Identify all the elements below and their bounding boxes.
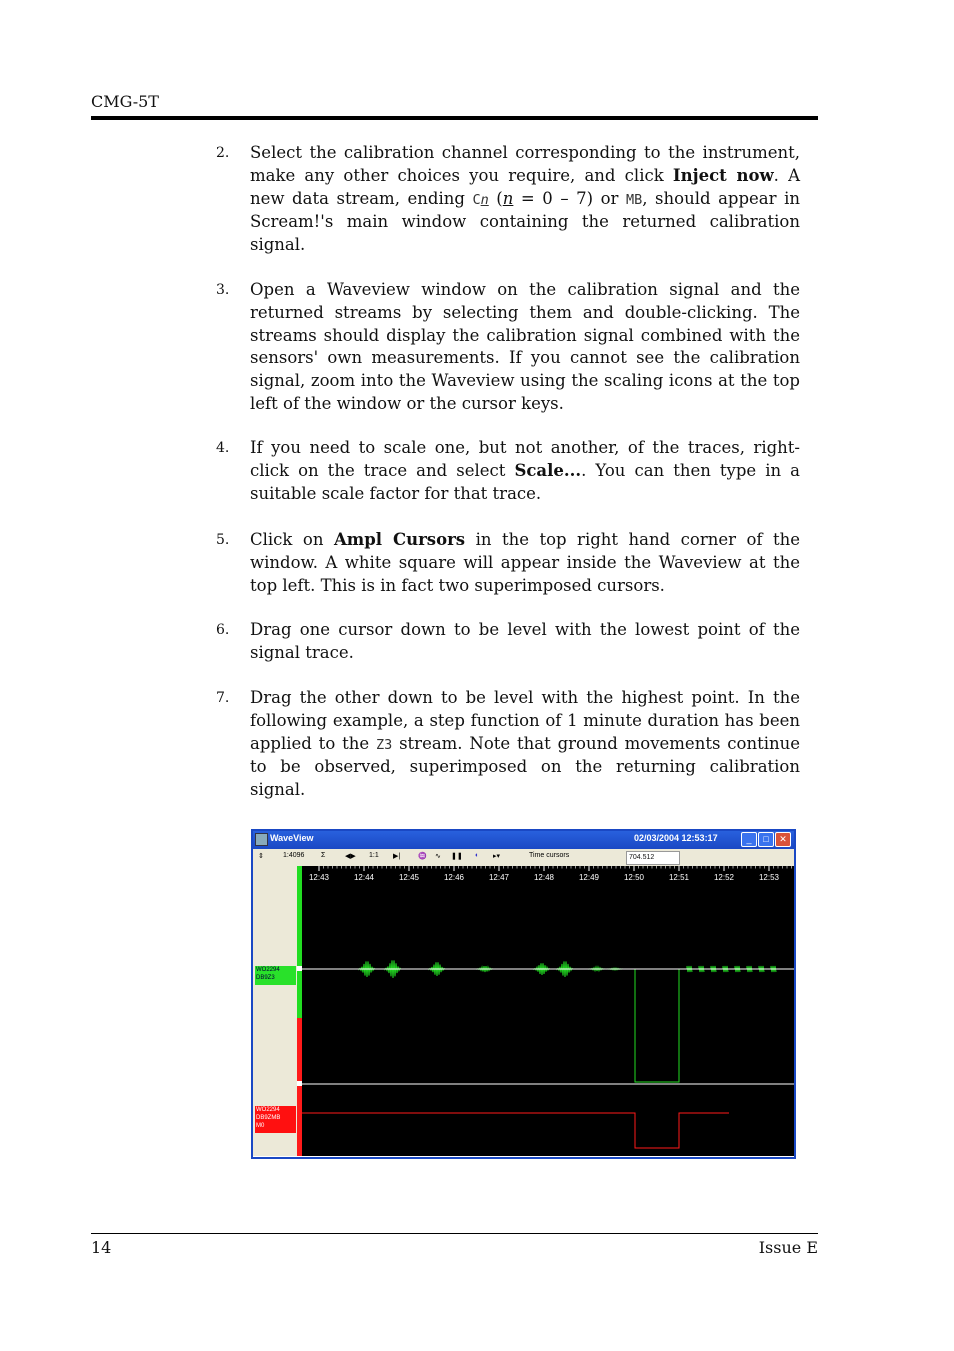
waveform-svg — [297, 866, 794, 1156]
header-rule — [91, 116, 818, 120]
wave-icon[interactable]: ∿ — [435, 853, 441, 860]
time-tick-label: 12:46 — [443, 873, 465, 882]
zoom-icon[interactable]: Σ — [321, 852, 326, 859]
channel-label-mb[interactable]: WO2294 DB9ZMB M0 — [255, 1106, 296, 1133]
maximize-button[interactable]: □ — [758, 832, 774, 847]
item-text: Click on Ampl Cursors in the top right hand corner of the window. A white square will appear inside the Waveview at the top left. This is in fact two superimposed cursors. — [250, 530, 800, 595]
calibration-step — [615, 969, 794, 1082]
minimize-button[interactable]: _ — [741, 832, 757, 847]
waveform-plot[interactable] — [297, 866, 794, 1156]
item-number: 3. — [216, 282, 230, 298]
back-forward-icon[interactable]: ◀▶ — [345, 853, 356, 860]
traces — [297, 866, 794, 1156]
calibration-trace — [302, 1113, 729, 1148]
list-item-6 — [216, 619, 800, 665]
document-header: CMG-5T — [91, 92, 159, 111]
item-number: 5. — [216, 532, 230, 548]
time-tick-label: 12:51 — [668, 873, 690, 882]
tools-icon[interactable]: ▸▾ — [493, 853, 501, 860]
item-text: Open a Waveview window on the calibration signal and the returned streams by selecting them and double-clicking. The streams should display the calibration signal combined with the sensors' own measurements. If you cannot see the calibration signal, zoom into the Waveview using the scaling icons at the top left of the window or the cursor keys. — [250, 280, 800, 413]
item-text: Select the calibration channel corresponding to the instrument, make any other choices you require, and click Inject now. A new data stream, ending Cn (n = 0 – 7) or MB, should appear in Scream!'s main window containing the returned calibration signal. — [250, 143, 801, 255]
item-number: 6. — [216, 622, 230, 638]
zoom-readout: 1:1 — [369, 852, 379, 859]
trace2-bar — [297, 1018, 302, 1156]
time-tick-label: 12:52 — [713, 873, 735, 882]
item-text: Drag one cursor down to be level with the lowest point of the signal trace. — [250, 620, 800, 662]
list-item-3 — [216, 279, 800, 416]
time-tick-label: 12:50 — [623, 873, 645, 882]
time-tick-label: 12:47 — [488, 873, 510, 882]
upper-cursor-handle — [297, 966, 302, 971]
item-number: 2. — [216, 145, 230, 161]
inject-now-label: Inject now — [672, 165, 774, 185]
waveview-toolbar — [251, 849, 796, 866]
list-item-5 — [216, 529, 800, 597]
channel-label-z3[interactable]: WO2294 DB9Z3 — [255, 966, 296, 985]
pause-icon[interactable]: ❚❚ — [451, 853, 463, 860]
list-item-4 — [216, 437, 800, 505]
time-tick-label: 12:45 — [398, 873, 420, 882]
item-number: 4. — [216, 440, 230, 456]
cursor-mode[interactable]: Time cursors — [529, 852, 570, 859]
time-tick-label: 12:44 — [353, 873, 375, 882]
time-tick-label: 12:48 — [533, 873, 555, 882]
time-axis — [297, 866, 794, 884]
app-icon — [255, 833, 268, 846]
ampl-icon[interactable]: ◐ — [475, 852, 480, 859]
item-number: 7. — [216, 690, 230, 706]
cursor-value-field[interactable]: 704.512 — [626, 851, 680, 865]
time-tick-label: 12:49 — [578, 873, 600, 882]
waveview-titlebar — [251, 829, 796, 849]
close-button[interactable]: ✕ — [775, 832, 791, 847]
time-tick-label: 12:53 — [758, 873, 780, 882]
issue-label: Issue E — [758, 1238, 818, 1257]
item-text: Drag the other down to be level with the highest point. In the following example, a step function of 1 minute duration has been applied to the Z3 stream. Note that ground movements continue to be observed, superimposed on the returning calibration signal. — [250, 688, 800, 800]
time-tick-label: 12:43 — [308, 873, 330, 882]
list-item-7 — [216, 687, 800, 802]
waveview-screenshot — [251, 829, 796, 1159]
lower-cursor-handle — [297, 1081, 302, 1086]
jump-end-icon[interactable]: ▶| — [393, 853, 401, 860]
channel-panel — [253, 866, 297, 1156]
updown-icon[interactable]: ⇕ — [258, 853, 264, 860]
page-number: 14 — [91, 1238, 112, 1257]
footer-rule — [91, 1233, 818, 1234]
scale-readout: 1:4096 — [283, 852, 305, 859]
trace1-bar — [297, 866, 302, 1018]
window-title: WaveView — [270, 833, 314, 843]
item-text: If you need to scale one, but not another, of the traces, right-click on the trace and select Scale.... You can then type in a suitable scale factor for that trace. — [250, 438, 801, 503]
scale-label: Scale... — [514, 460, 582, 480]
list-item-2 — [216, 142, 800, 257]
ampl-cursors-label: Ampl Cursors — [333, 530, 466, 549]
window-datetime: 02/03/2004 12:53:17 — [634, 833, 718, 843]
filter-icon[interactable]: ♒ — [418, 853, 427, 860]
